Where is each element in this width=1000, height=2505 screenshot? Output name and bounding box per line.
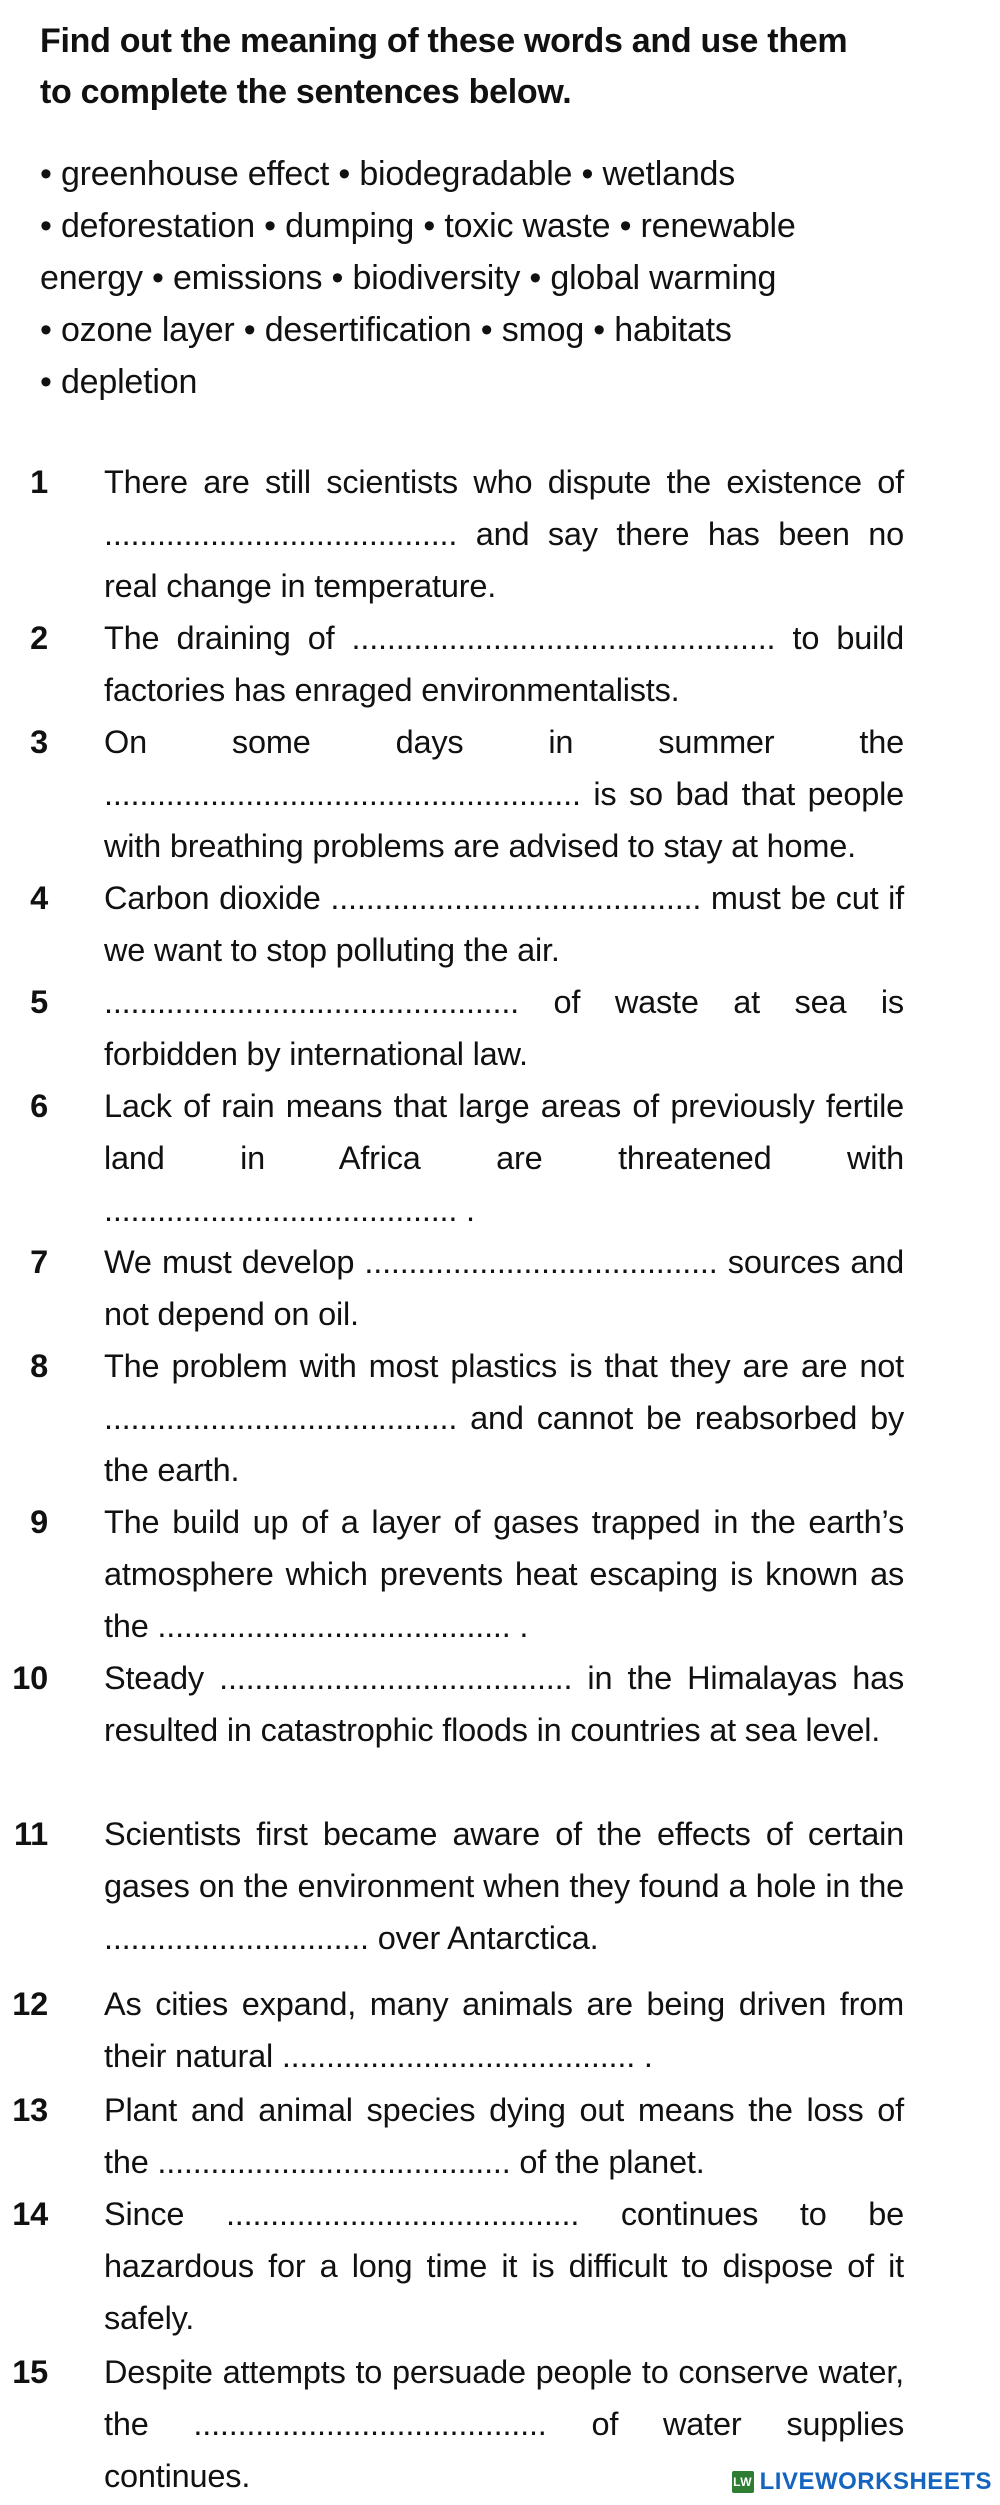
question-text: As cities expand, many animals are being driven from their natural ........................................ . xyxy=(104,1986,904,2074)
question-text: The problem with most plastics is that they are are not ........................................ and cannot be reabsorbed by the earth. xyxy=(104,1348,904,1488)
word-bank xyxy=(40,148,920,408)
question-text: On some days in summer the ...................................................... is so bad that people with breathing problems are advised to stay at home. xyxy=(104,724,904,864)
instructions xyxy=(40,16,960,118)
question-number: 4 xyxy=(30,880,48,916)
liveworksheets-watermark xyxy=(732,2468,992,2496)
question-text: Lack of rain means that large areas of previously fertile land in Africa are threatened with ........................................ . xyxy=(104,1088,904,1228)
word-bank-line: • deforestation • dumping • toxic waste • renewable xyxy=(40,207,796,245)
question-number: 5 xyxy=(30,984,48,1020)
question-number: 12 xyxy=(12,1986,48,2022)
question-number: 15 xyxy=(12,2354,48,2390)
word-bank-line: energy • emissions • biodiversity • global warming xyxy=(40,259,777,297)
question-number: 10 xyxy=(12,1660,48,1696)
liveworksheets-brand: LIVEWORKSHEETS xyxy=(759,2468,992,2495)
question-text: Plant and animal species dying out means the loss of the ........................................ of the planet. xyxy=(104,2092,904,2180)
word-bank-line: • depletion xyxy=(40,363,198,401)
word-bank-line: • greenhouse effect • biodegradable • wetlands xyxy=(40,155,736,193)
question-number: 1 xyxy=(30,464,48,500)
question-number: 11 xyxy=(14,1816,48,1852)
question-number: 7 xyxy=(30,1244,48,1280)
instructions-line: to complete the sentences below. xyxy=(40,73,572,111)
question-number: 3 xyxy=(30,724,48,760)
question-text: Despite attempts to persuade people to conserve water, the ........................................ of water supplies continues. xyxy=(104,2354,904,2494)
question-number: 9 xyxy=(30,1504,48,1540)
question-number: 14 xyxy=(12,2196,48,2232)
word-bank-line: • ozone layer • desertification • smog • habitats xyxy=(40,311,732,349)
question-text: Carbon dioxide .......................................... must be cut if we want to stop polluting the air. xyxy=(104,880,904,968)
question-number: 8 xyxy=(30,1348,48,1384)
question-text: The draining of ................................................ to build factories has enraged environmentalists. xyxy=(104,620,904,708)
question-text: Scientists first became aware of the effects of certain gases on the environment when they found a hole in the .............................. over Antarctica. xyxy=(104,1816,904,1956)
question-number: 6 xyxy=(30,1088,48,1124)
question-text: There are still scientists who dispute the existence of ........................................ and say there has been no real change in temperature. xyxy=(104,464,904,604)
question-text: Since ........................................ continues to be hazardous for a long time it is difficult to dispose of it safely. xyxy=(104,2196,904,2336)
question-text: We must develop ........................................ sources and not depend on oil. xyxy=(104,1244,904,1332)
question-number: 13 xyxy=(12,2092,48,2128)
instructions-line: Find out the meaning of these words and use them xyxy=(40,22,848,60)
question-text: The build up of a layer of gases trapped in the earth’s atmosphere which prevents heat escaping is known as the ........................................ . xyxy=(104,1504,904,1644)
liveworksheets-logo-icon: LW xyxy=(732,2471,754,2493)
question-text: ............................................... of waste at sea is forbidden by international law. xyxy=(104,984,904,1072)
question-number: 2 xyxy=(30,620,48,656)
question-text: Steady ........................................ in the Himalayas has resulted in catastrophic floods in countries at sea level. xyxy=(104,1660,904,1748)
